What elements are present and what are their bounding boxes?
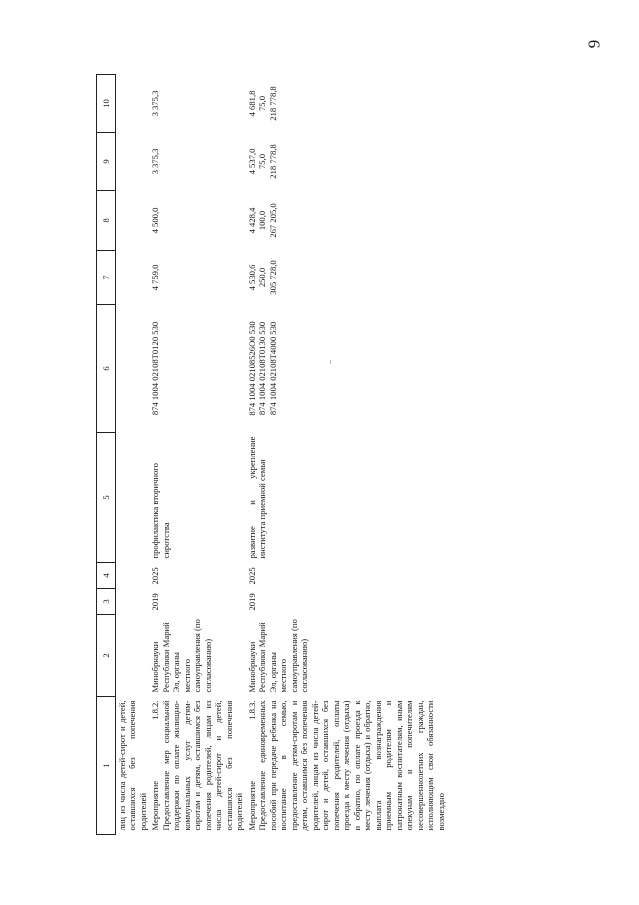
amount-value: 250,0 bbox=[257, 267, 268, 288]
amount-value: 100,0 bbox=[257, 210, 268, 231]
budget-code-list bbox=[246, 305, 447, 433]
responsible-executor: Минобрнауки Республики Марий Эл, органы местного самоуправления (по согласованию) bbox=[246, 619, 310, 693]
column-number-10: 10 bbox=[97, 75, 116, 133]
start-year: 2019 bbox=[150, 593, 161, 611]
amount-col7: 4 759,0 bbox=[150, 264, 161, 291]
budget-code: 874 1004 02108526О0 530 bbox=[246, 321, 257, 416]
expected-result bbox=[116, 433, 150, 563]
amount-col10-list bbox=[246, 75, 447, 133]
amount-value: 267 205,0 bbox=[267, 203, 278, 238]
amount-value: 4 681,8 bbox=[246, 90, 257, 117]
budget-table bbox=[96, 74, 447, 835]
amount-value: 218 778,8 bbox=[267, 86, 278, 121]
amount-col9 bbox=[116, 133, 150, 191]
amount-col9-list bbox=[246, 133, 447, 191]
end-year bbox=[116, 563, 150, 589]
column-number-8: 8 bbox=[97, 191, 116, 251]
table-row bbox=[149, 75, 245, 835]
amount-value: 4 428,4 bbox=[246, 207, 257, 234]
column-number-3: 3 bbox=[97, 589, 116, 615]
column-number-6: 6 bbox=[97, 305, 116, 433]
budget-code: 874 1004 02108Т4000 530 bbox=[267, 321, 278, 416]
budget-code: 874 1004 02108Т0120 530 bbox=[150, 321, 161, 416]
amount-value: 75,0 bbox=[257, 153, 268, 170]
amount-value: 4 530,6 bbox=[246, 264, 257, 291]
amount-value: 218 778,8 bbox=[267, 144, 278, 179]
column-number-1: 1 bbox=[97, 697, 116, 835]
table-row bbox=[116, 75, 150, 835]
rotated-page-content bbox=[96, 75, 586, 835]
amount-value: 4 537,0 bbox=[246, 148, 257, 175]
budget-code bbox=[116, 305, 150, 433]
amount-col8 bbox=[116, 191, 150, 251]
amount-col10 bbox=[116, 75, 150, 133]
end-year: 2025 bbox=[150, 567, 161, 585]
table-row bbox=[246, 75, 447, 835]
measure-description: Мероприятие 1.8.2. Предоставление мер социальной поддержки по оплате жилищно-коммунальных услуг детям-сиротам и детям, оставшимся без попечения родителей, лицам из числа детей-сирот и детей, оставшихся без попечения родителей bbox=[150, 700, 245, 831]
budget-code: 874 1004 02108Т0130 530 bbox=[257, 321, 268, 416]
amount-value: 305 728,0 bbox=[267, 260, 278, 295]
start-year: 2019 bbox=[246, 593, 257, 611]
amount-col7 bbox=[116, 251, 150, 305]
measure-description: Мероприятие 1.8.3. Предоставление единовременных пособий при передаче ребенка на воспитание в семью, предоставление детям-сиротам и детям, оставшимся без попечения родителей, лицам из числа детей-сирот и детей, оставшихся без попечения родителей, оплаты проезда к месту лечения (отдыха) и обратно, по оплате проезда к месту лечения (отдыха) и обратно, выплата вознаграждения приемным родителям и патронатным воспитателям, иным опекунам и попечителям несовершеннолетних граждан, исполняющим свои обязанности возмездно bbox=[246, 700, 446, 831]
responsible-executor bbox=[116, 615, 150, 697]
column-number-2: 2 bbox=[97, 615, 116, 697]
expected-result: развитие и укрепление института приемной семьи bbox=[246, 436, 268, 559]
column-number-row bbox=[97, 75, 116, 835]
responsible-executor: Минобрнауки Республики Марий Эл, органы местного самоуправления (по согласованию) bbox=[150, 619, 213, 693]
measure-description: лиц из числа детей-сирот и детей, оставшихся без попечения родителей bbox=[117, 700, 148, 831]
amount-col8: 4 500,0 bbox=[150, 207, 161, 234]
column-number-5: 5 bbox=[97, 433, 116, 563]
expected-result: профилактика вторичного сиротства bbox=[150, 463, 171, 559]
start-year bbox=[116, 589, 150, 615]
end-year: 2025 bbox=[246, 567, 257, 585]
amount-value: 75,0 bbox=[257, 95, 268, 112]
column-number-4: 4 bbox=[97, 563, 116, 589]
amount-col7-list bbox=[246, 251, 447, 305]
column-number-7: 7 bbox=[97, 251, 116, 305]
amount-col9: 3 375,3 bbox=[150, 148, 161, 175]
amount-col10: 3 375,3 bbox=[150, 90, 161, 117]
column-number-9: 9 bbox=[97, 133, 116, 191]
amount-col8-list bbox=[246, 191, 447, 251]
page-number: 9 bbox=[584, 39, 604, 49]
